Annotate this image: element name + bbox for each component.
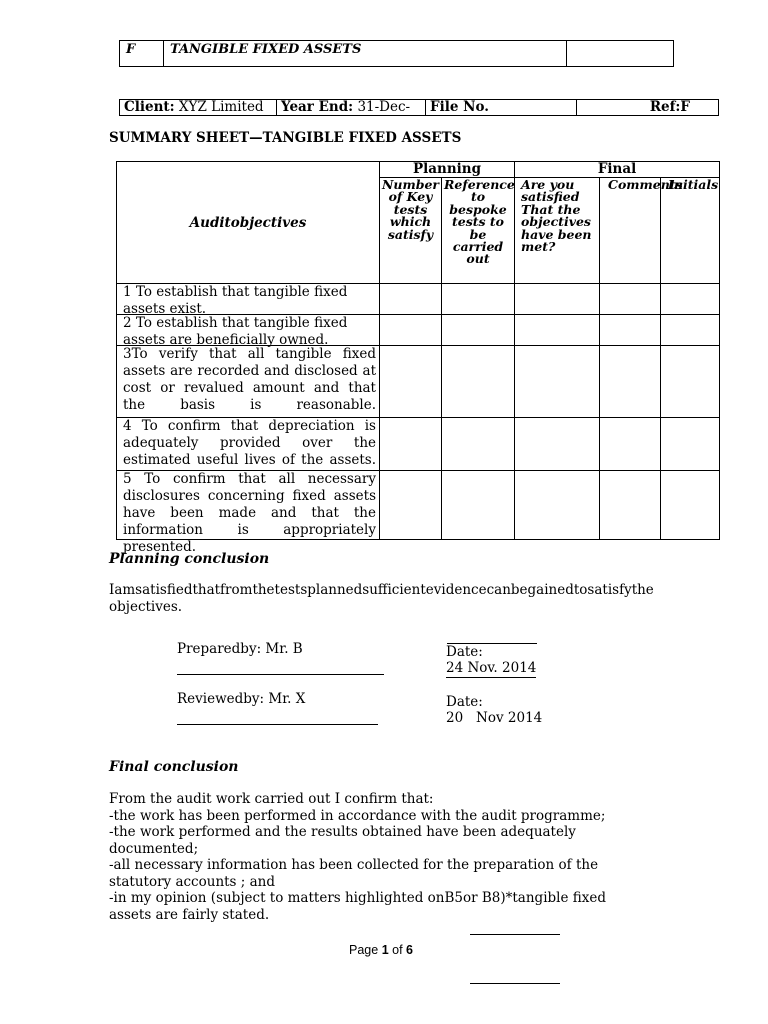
prepared-date-label: Date: xyxy=(446,644,483,660)
table-cell xyxy=(442,471,515,540)
fileno-cell xyxy=(426,100,577,116)
page-footer xyxy=(349,943,413,957)
table-cell xyxy=(661,284,720,315)
final-signature-line-2 xyxy=(470,983,560,984)
final-signature-line-1 xyxy=(470,934,560,935)
table-cell xyxy=(515,284,600,315)
objective-row-4 xyxy=(117,418,380,471)
table-cell xyxy=(380,418,442,471)
table-cell xyxy=(661,346,720,418)
table-cell xyxy=(661,315,720,346)
table-cell xyxy=(661,418,720,471)
section-letter: F xyxy=(120,41,164,67)
section-blank-cell xyxy=(567,41,674,67)
objective-row-1 xyxy=(117,284,380,315)
prepared-by: Preparedby: Mr. B xyxy=(177,641,303,657)
table-cell xyxy=(442,346,515,418)
table-cell xyxy=(515,418,600,471)
objective-row-5 xyxy=(117,471,380,555)
objective-text: 4 To confirm that depreciation is adequately provided over the estimated useful lives of the assets. xyxy=(123,418,376,468)
table-cell xyxy=(600,315,661,346)
table-cell xyxy=(442,418,515,471)
yearend-cell xyxy=(277,100,426,116)
ref-cell xyxy=(577,100,719,116)
prepared-signature-line xyxy=(177,674,384,675)
planning-group-header: Planning xyxy=(380,162,515,178)
table-cell xyxy=(380,346,442,418)
table-cell xyxy=(442,284,515,315)
client-cell xyxy=(120,100,277,116)
table-cell xyxy=(380,315,442,346)
section-header-table xyxy=(119,40,674,67)
table-cell xyxy=(600,471,661,540)
client-bar xyxy=(119,99,719,116)
yearend-label: Year End: xyxy=(281,99,354,115)
final-conclusion-line: From the audit work carried out I confirm that: xyxy=(109,791,434,807)
table-cell xyxy=(600,418,661,471)
final-conclusion-line: -all necessary information has been collected for the preparation of the statutory accounts ; and xyxy=(109,857,599,890)
client-label: Client: xyxy=(124,99,175,115)
planning-conclusion-heading: Planning conclusion xyxy=(109,551,270,567)
objectives-table xyxy=(116,161,720,555)
table-cell xyxy=(600,284,661,315)
reviewed-by: Reviewedby: Mr. X xyxy=(177,691,306,707)
objective-text: 3To verify that all tangible fixed assets are recorded and disclosed at cost or revalued amount and that the basis is reasonable. xyxy=(123,346,376,413)
final-conclusion-line: -the work has been performed in accordance with the audit programme; xyxy=(109,807,606,824)
reviewed-date-label: Date: xyxy=(446,694,483,710)
final-conclusion-line: -in my opinion (subject to matters highlighted onB5or B8)*tangible fixed assets are fairly stated. xyxy=(109,890,607,923)
col-header-key-tests: Number of Key tests which satisfy xyxy=(380,178,442,284)
col-header-bespoke-tests: Reference to bespoke tests to be carried out xyxy=(442,178,515,284)
total-pages: 6 xyxy=(406,943,413,957)
table-cell xyxy=(380,284,442,315)
table-cell xyxy=(380,471,442,540)
client-value: XYZ Limited xyxy=(178,99,264,115)
reviewed-date: 20 Nov 2014 xyxy=(446,710,543,726)
section-title: TANGIBLE FIXED ASSETS xyxy=(164,41,567,67)
final-conclusion-heading: Final conclusion xyxy=(109,759,239,775)
objective-text: 5 To confirm that all necessary disclosures concerning fixed assets have been made and that the information is appropriately presented. xyxy=(123,471,376,555)
final-group-header: Final xyxy=(515,162,720,178)
col-header-satisfied: Are you satisfied That the objectives have been met? xyxy=(515,178,600,284)
objectives-header: Auditobjectives xyxy=(117,162,380,284)
final-conclusion-body xyxy=(109,791,649,923)
objective-row-2 xyxy=(117,315,380,346)
summary-title: SUMMARY SHEET—TANGIBLE FIXED ASSETS xyxy=(109,130,462,146)
page-word: Page xyxy=(349,943,379,957)
objective-text: 2 To establish that tangible fixed assets are beneficially owned. xyxy=(123,315,348,348)
planning-conclusion-text: Iamsatisfiedthatfromthetestsplannedsufficientevidencecanbegainedtosatisfytheobjectives. xyxy=(109,582,654,615)
table-cell xyxy=(600,346,661,418)
table-cell xyxy=(442,315,515,346)
objective-text: 1 To establish that tangible fixed assets exist. xyxy=(123,284,348,317)
reviewed-signature-line xyxy=(177,724,378,725)
final-conclusion-line: -the work performed and the results obtained have been adequately documented; xyxy=(109,824,576,857)
yearend-value: 31-Dec- xyxy=(357,99,411,115)
table-cell xyxy=(661,471,720,540)
table-cell xyxy=(515,346,600,418)
page-number: 1 xyxy=(381,943,389,957)
table-cell xyxy=(515,471,600,540)
col-header-comments: Comments xyxy=(600,178,661,284)
fileno-label: File No. xyxy=(430,99,489,115)
objective-row-3 xyxy=(117,346,380,418)
table-cell xyxy=(515,315,600,346)
prepared-date: 24 Nov. 2014 xyxy=(446,660,537,676)
of-word: of xyxy=(392,943,403,957)
col-header-initials: Initials xyxy=(661,178,720,284)
ref-label: Ref:F xyxy=(649,99,690,115)
